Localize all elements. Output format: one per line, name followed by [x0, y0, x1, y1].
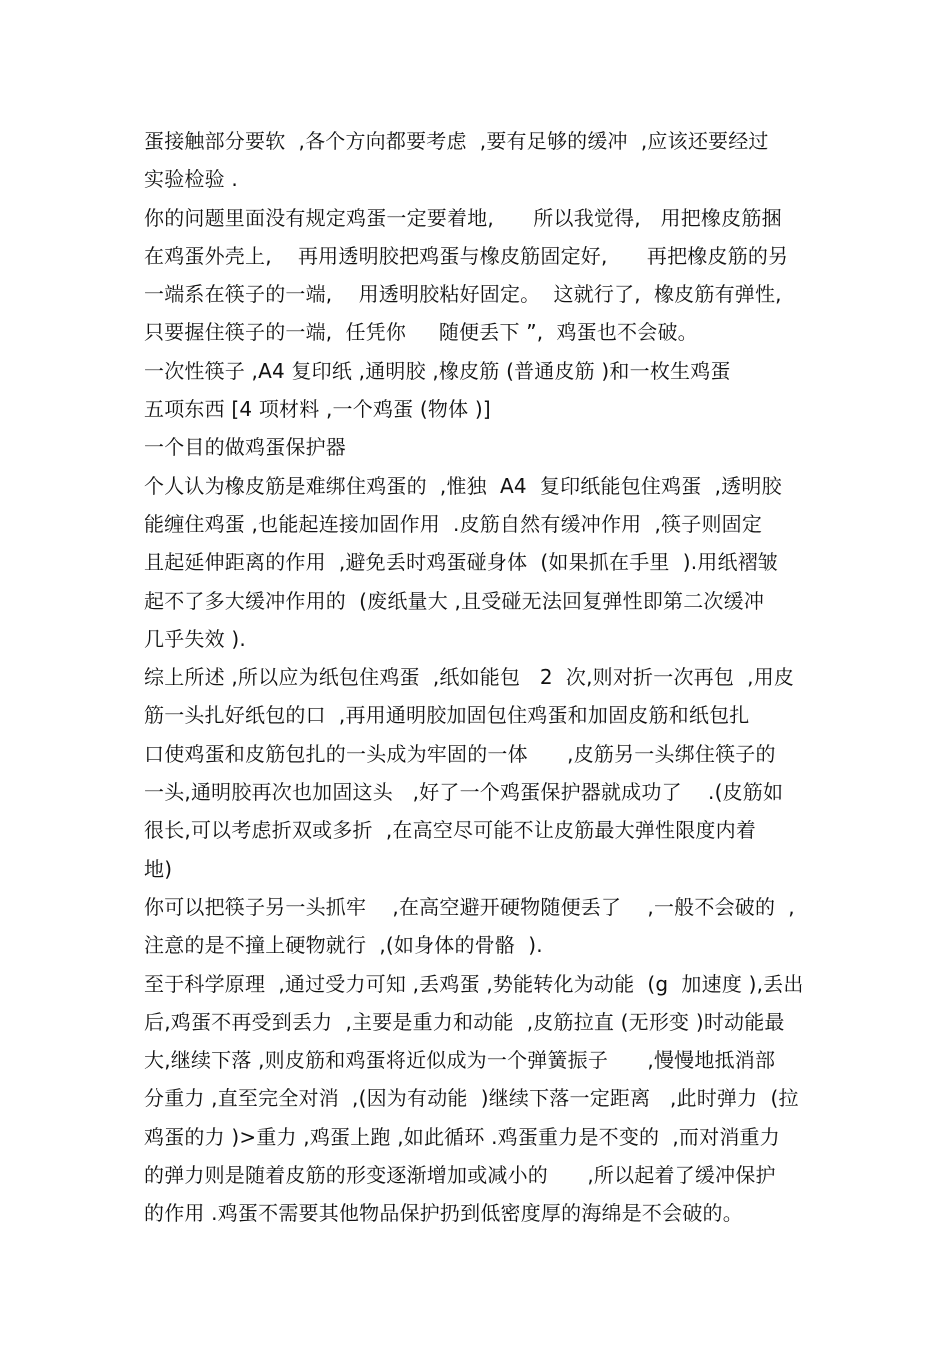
text-line: 口使鸡蛋和皮筋包扎的一头成为牢固的一体 ,皮筋另一头绑住筷子的 [144, 741, 776, 766]
text-line: 一头,通明胶再次也加固这头 ,好了一个鸡蛋保护器就成功了 .(皮筋如 [144, 780, 784, 805]
text-line: 实验检验 . [144, 167, 238, 192]
text-line: 至于科学原理 ,通过受力可知 ,丢鸡蛋 ,势能转化为动能 (g 加速度 ),丢出 [144, 971, 804, 996]
text-line: 一端系在筷子的一端, 用透明胶粘好固定。 这就行了, 橡皮筋有弹性, [144, 282, 782, 307]
text-line: 分重力 ,直至完全对消 ,(因为有动能 )继续下落一定距离 ,此时弹力 (拉 [144, 1086, 799, 1111]
text-line: 蛋接触部分要软 ,各个方向都要考虑 ,要有足够的缓冲 ,应该还要经过 [144, 129, 769, 153]
text-line: 在鸡蛋外壳上, 再用透明胶把鸡蛋与橡皮筋固定好, 再把橡皮筋的另 [144, 243, 789, 268]
text-line: 你可以把筷子另一头抓牢 ,在高空避开硬物随便丢了 ,一般不会破的 , [144, 894, 795, 919]
text-line: 五项东西 [4 项材料 ,一个鸡蛋 (物体 )] [144, 397, 491, 422]
text-line: 注意的是不撞上硬物就行 ,(如身体的骨骼 ). [144, 933, 543, 958]
text-line: 你的问题里面没有规定鸡蛋一定要着地, 所以我觉得, 用把橡皮筋捆 [144, 205, 782, 230]
text-line: 个人认为橡皮筋是难绑住鸡蛋的 ,惟独 A4 复印纸能包住鸡蛋 ,透明胶 [144, 473, 782, 498]
text-line: 综上所述 ,所以应为纸包住鸡蛋 ,纸如能包 2 次,则对折一次再包 ,用皮 [144, 665, 795, 690]
text-line: 很长,可以考虑折双或多折 ,在高空尽可能不让皮筋最大弹性限度内着 [144, 818, 757, 843]
text-line: 一次性筷子 ,A4 复印纸 ,通明胶 ,橡皮筋 (普通皮筋 )和一枚生鸡蛋 [144, 358, 731, 383]
text-line: 且起延伸距离的作用 ,避免丢时鸡蛋碰身体 (如果抓在手里 ).用纸褶皱 [144, 550, 779, 575]
text-line: 能缠住鸡蛋 ,也能起连接加固作用 .皮筋自然有缓冲作用 ,筷子则固定 [144, 511, 763, 536]
text-line: 的作用 .鸡蛋不需要其他物品保护扔到低密度厚的海绵是不会破的。 [144, 1201, 743, 1226]
text-line: 筋一头扎好纸包的口 ,再用通明胶加固包住鸡蛋和加固皮筋和纸包扎 [144, 703, 750, 728]
text-line: 一个目的做鸡蛋保护器 [144, 435, 346, 460]
body-text [144, 122, 816, 1233]
text-line: 只要握住筷子的一端, 任凭你 随便丢下 ”, 鸡蛋也不会破。 [144, 320, 698, 345]
text-line: 大,继续下落 ,则皮筋和鸡蛋将近似成为一个弹簧振子 ,慢慢地抵消部 [144, 1048, 776, 1073]
text-line: 起不了多大缓冲作用的 (废纸量大 ,且受碰无法回复弹性即第二次缓冲 [144, 588, 765, 613]
text-line: 鸡蛋的力 )>重力 ,鸡蛋上跑 ,如此循环 .鸡蛋重力是不变的 ,而对消重力 [144, 1124, 780, 1149]
text-line: 地) [144, 856, 173, 881]
text-line: 几乎失效 ). [144, 626, 246, 651]
text-line: 的弹力则是随着皮筋的形变逐渐增加或减小的 ,所以起着了缓冲保护 [144, 1163, 776, 1188]
text-line: 后,鸡蛋不再受到丢力 ,主要是重力和动能 ,皮筋拉直 (无形变 )时动能最 [144, 1009, 785, 1034]
